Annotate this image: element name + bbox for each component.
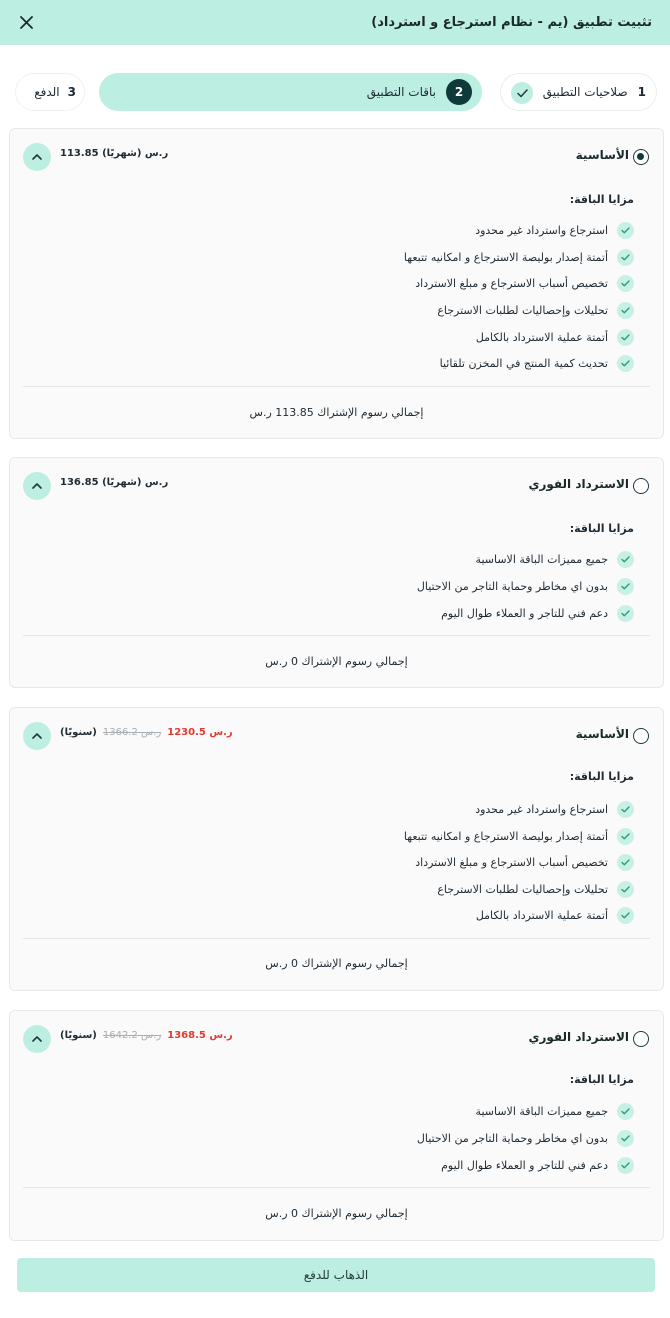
features-title: مزايا الباقة:: [569, 193, 634, 206]
feature-item: [404, 827, 634, 845]
modal-title: تثبيت تطبيق (يم - نظام استرجاع و استرداد): [371, 15, 652, 30]
plan-radio[interactable]: [633, 728, 649, 744]
price-value: 113.85 ر.س (شهريًا): [60, 148, 169, 159]
features-title: مزايا الباقة:: [569, 770, 634, 783]
feature-text: استرجاع واسترداد غير محدود: [475, 802, 608, 816]
feature-item: [417, 577, 634, 595]
feature-item: [476, 328, 634, 346]
collapse-toggle-button[interactable]: [23, 722, 51, 750]
step-label: باقات التطبيق: [366, 85, 436, 99]
check-icon: [617, 329, 634, 346]
feature-text: أتمتة عملية الاسترداد بالكامل: [475, 330, 608, 344]
check-icon: [617, 1157, 634, 1174]
feature-item: [475, 800, 634, 818]
step-label: صلاحيات التطبيق: [542, 85, 628, 99]
plan-price: [60, 727, 233, 738]
go-to-payment-button[interactable]: الذهاب للدفع: [17, 1258, 655, 1292]
step-payment[interactable]: [15, 73, 85, 111]
feature-text: أتمتة عملية الاسترداد بالكامل: [475, 908, 608, 922]
step-label: الدفع: [34, 85, 60, 99]
feature-text: استرجاع واسترداد غير محدود: [475, 223, 608, 237]
feature-item: [441, 1156, 634, 1174]
check-icon: [617, 605, 634, 622]
check-icon: [617, 355, 634, 372]
check-icon: [617, 854, 634, 871]
step-number: 1: [637, 85, 646, 99]
check-icon: [617, 1130, 634, 1147]
plan-card[interactable]: [9, 707, 664, 991]
plan-name: الاسترداد الفوري: [528, 477, 629, 491]
plan-radio[interactable]: [633, 478, 649, 494]
modal-header: [0, 0, 670, 45]
feature-item: [417, 1129, 634, 1147]
feature-text: دعم فني للتاجر و العملاء طوال اليوم: [441, 606, 608, 620]
plan-price: [60, 477, 168, 488]
check-icon: [617, 828, 634, 845]
price-value: 136.85 ر.س (شهريًا): [60, 477, 169, 488]
features-title: مزايا الباقة:: [569, 522, 634, 535]
check-icon: [617, 551, 634, 568]
price-old: 1642.2 ر.س: [102, 1030, 162, 1041]
check-icon: [617, 801, 634, 818]
chevron-up-icon: [32, 733, 42, 739]
plan-name: الأساسية: [575, 727, 629, 741]
feature-text: بدون اي مخاطر وحماية التاجر من الاحتيال: [416, 1131, 608, 1145]
step-number-badge: 2: [446, 79, 472, 105]
feature-item: [437, 880, 634, 898]
collapse-toggle-button[interactable]: [23, 472, 51, 500]
check-icon: [617, 907, 634, 924]
feature-text: تحديث كمية المنتج في المخزن تلقائيا: [439, 356, 608, 370]
price-period: (سنويًا): [60, 1030, 97, 1041]
check-icon: [617, 302, 634, 319]
plan-total: إجمالي رسوم الإشتراك 0 ر.س: [265, 957, 408, 970]
check-icon: [511, 82, 533, 104]
plan-radio[interactable]: [633, 1031, 649, 1047]
feature-item: [476, 550, 634, 568]
plan-card[interactable]: [9, 128, 664, 439]
check-icon: [617, 222, 634, 239]
chevron-up-icon: [32, 1036, 42, 1042]
check-icon: [617, 249, 634, 266]
check-icon: [617, 578, 634, 595]
feature-item: [415, 853, 634, 871]
plan-card[interactable]: [9, 457, 664, 688]
chevron-up-icon: [32, 483, 42, 489]
price-period: (سنويًا): [60, 727, 97, 738]
check-icon: [617, 1103, 634, 1120]
plan-name: الاسترداد الفوري: [528, 1030, 629, 1044]
price-new: 1368.5 ر.س: [167, 1030, 233, 1041]
stepper: [14, 73, 657, 113]
plan-card[interactable]: [9, 1010, 664, 1241]
check-icon: [617, 881, 634, 898]
feature-item: [475, 221, 634, 239]
divider: [23, 938, 650, 939]
step-packages[interactable]: [99, 73, 482, 111]
feature-text: أتمتة إصدار بوليصة الاسترجاع و امكانيه تتبعها: [403, 829, 608, 843]
plan-price: [60, 148, 168, 159]
plan-total: إجمالي رسوم الإشتراك 113.85 ر.س: [249, 406, 424, 419]
divider: [23, 386, 650, 387]
divider: [23, 1187, 650, 1188]
price-new: 1230.5 ر.س: [167, 727, 233, 738]
feature-text: بدون اي مخاطر وحماية التاجر من الاحتيال: [416, 579, 608, 593]
step-permissions[interactable]: [500, 73, 657, 111]
check-icon: [617, 275, 634, 292]
divider: [23, 635, 650, 636]
feature-item: [441, 604, 634, 622]
feature-item: [440, 354, 634, 372]
feature-item: [415, 274, 634, 292]
step-number: 3: [67, 85, 76, 99]
feature-text: أتمتة إصدار بوليصة الاسترجاع و امكانيه تتبعها: [403, 250, 608, 264]
chevron-up-icon: [32, 154, 42, 160]
plan-price: [60, 1030, 233, 1041]
collapse-toggle-button[interactable]: [23, 143, 51, 171]
feature-text: تحليلات وإحصاليات لطلبات الاسترجاع: [437, 303, 608, 317]
plan-total: إجمالي رسوم الإشتراك 0 ر.س: [265, 655, 408, 668]
feature-text: جميع مميزات الباقة الاساسية: [475, 1104, 608, 1118]
feature-item: [437, 301, 634, 319]
collapse-toggle-button[interactable]: [23, 1025, 51, 1053]
plan-name: الأساسية: [575, 148, 629, 162]
features-title: مزايا الباقة:: [569, 1073, 634, 1086]
plan-total: إجمالي رسوم الإشتراك 0 ر.س: [265, 1207, 408, 1220]
price-old: 1366.2 ر.س: [102, 727, 162, 738]
feature-item: [404, 248, 634, 266]
plan-radio[interactable]: [633, 149, 649, 165]
feature-text: تخصيص أسباب الاسترجاع و مبلغ الاسترداد: [415, 276, 608, 290]
feature-item: [476, 906, 634, 924]
close-icon[interactable]: [18, 15, 34, 31]
feature-text: دعم فني للتاجر و العملاء طوال اليوم: [441, 1158, 608, 1172]
feature-text: تخصيص أسباب الاسترجاع و مبلغ الاسترداد: [415, 855, 608, 869]
feature-text: تحليلات وإحصاليات لطلبات الاسترجاع: [437, 882, 608, 896]
feature-item: [476, 1102, 634, 1120]
feature-text: جميع مميزات الباقة الاساسية: [475, 552, 608, 566]
